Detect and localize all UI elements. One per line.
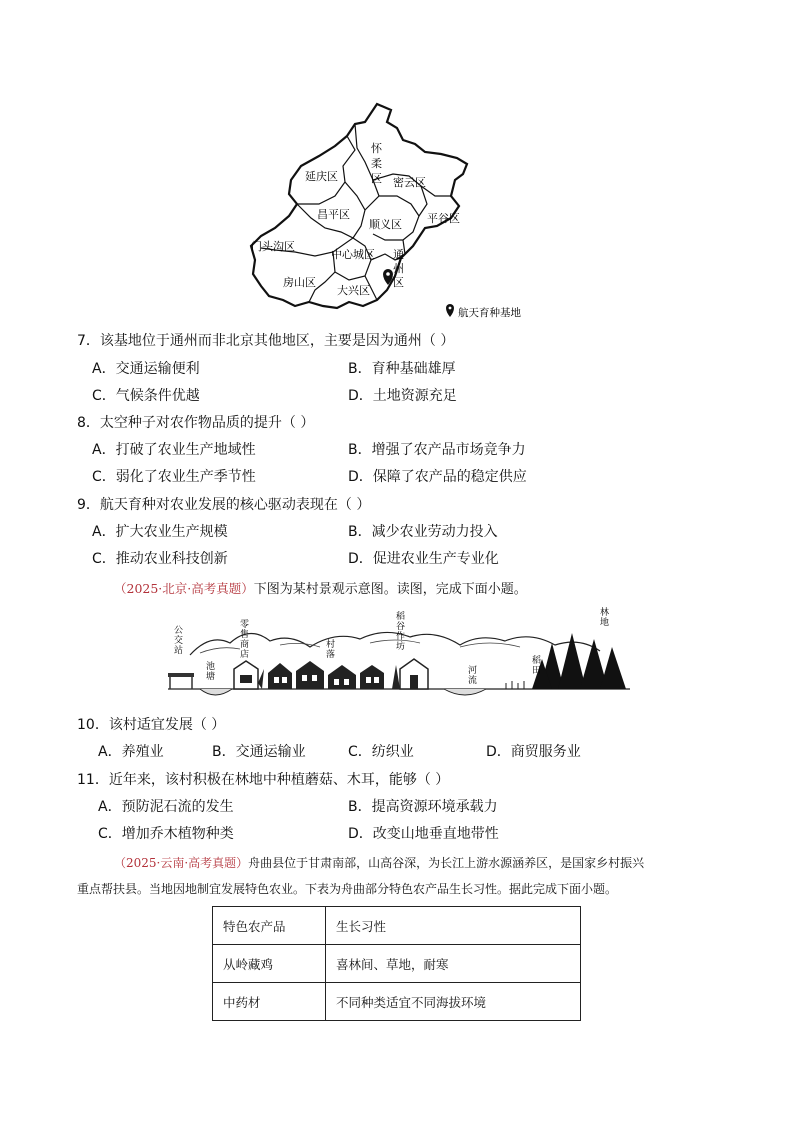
question-number: 8． [77, 415, 100, 431]
table-header-row [213, 907, 581, 945]
option-8d[interactable]: D．保障了农产品的稳定供应 [348, 469, 527, 485]
question-text: 该基地位于通州而非北京其他地区，主要是因为通州（ ） [99, 333, 455, 349]
district-tongzhou: 通州区 [393, 248, 404, 289]
passage-intro-beijing [114, 578, 527, 597]
question-text: 太空种子对农作物品质的提升（ ） [99, 415, 315, 431]
option-11d[interactable]: D．改变山地垂直地带性 [348, 826, 499, 842]
question-9 [77, 496, 370, 514]
intro-text: 下图为某村景观示意图。读图，完成下面小题。 [253, 582, 527, 597]
option-11b[interactable]: B．提高资源环境承载力 [348, 799, 498, 815]
option-9c[interactable]: C．推动农业科技创新 [92, 551, 228, 567]
map-legend-label: 航天育种基地 [458, 307, 521, 319]
question-text: 近年来，该村积极在林地中种植蘑菇、木耳，能够（ ） [108, 772, 450, 788]
intro-text-line1: 舟曲县位于甘肃南部，山高谷深，为长江上游水源涵养区，是国家乡村振兴 [248, 856, 645, 870]
question-number: 9． [77, 497, 100, 513]
question-7 [77, 332, 454, 350]
table-cell: 中药材 [213, 983, 326, 1021]
passage-intro-yunnan [114, 854, 644, 871]
option-9a[interactable]: A．扩大农业生产规模 [92, 524, 228, 540]
label-village: 村落 [326, 640, 336, 660]
question-10 [77, 716, 225, 734]
label-river: 河流 [468, 666, 478, 686]
district-daxing: 大兴区 [337, 284, 370, 297]
district-central: 中心城区 [331, 248, 375, 261]
question-number: 11． [77, 772, 109, 788]
table-header-cell: 特色农产品 [213, 907, 326, 945]
option-11a[interactable]: A．预防泥石流的发生 [98, 799, 234, 815]
option-8a[interactable]: A．打破了农业生产地域性 [92, 442, 256, 458]
option-10c[interactable]: C．纺织业 [348, 744, 414, 760]
option-11c[interactable]: C．增加乔木植物种类 [98, 826, 234, 842]
question-8 [77, 414, 314, 432]
label-bus-stop: 公交站 [174, 626, 184, 656]
village-landscape-diagram [160, 603, 640, 703]
label-rice-workshop: 稻谷作坊 [396, 612, 406, 652]
table-cell: 从岭藏鸡 [213, 945, 326, 983]
question-number: 7． [77, 333, 100, 349]
option-9b[interactable]: B．减少农业劳动力投入 [348, 524, 498, 540]
beijing-district-map [245, 100, 535, 325]
option-10d[interactable]: D．商贸服务业 [486, 744, 581, 760]
option-9d[interactable]: D．促进农业生产专业化 [348, 551, 499, 567]
crop-habit-table [212, 906, 581, 1021]
option-7c[interactable]: C．气候条件优越 [92, 388, 200, 404]
district-shunyi: 顺义区 [369, 218, 402, 231]
option-10b[interactable]: B．交通运输业 [212, 744, 306, 760]
label-pond: 池塘 [206, 662, 216, 682]
source-tag: （2025·北京·高考真题） [114, 581, 254, 596]
source-tag: （2025·云南·高考真题） [114, 856, 249, 870]
option-8b[interactable]: B．增强了农产品市场竞争力 [348, 442, 526, 458]
option-10a[interactable]: A．养殖业 [98, 744, 164, 760]
district-fangshan: 房山区 [283, 276, 316, 289]
option-8c[interactable]: C．弱化了农业生产季节性 [92, 469, 256, 485]
table-row [213, 945, 581, 983]
district-pinggu: 平谷区 [427, 212, 460, 225]
question-11 [77, 771, 449, 789]
table-header-cell: 生长习性 [326, 907, 581, 945]
district-mentougou: 门头沟区 [251, 240, 295, 253]
option-7b[interactable]: B．育种基础雄厚 [348, 361, 456, 377]
intro-text-line2: 重点帮扶县。当地因地制宜发展特色农业。下表为舟曲部分特色农产品生长习性。据此完成下面小题。 [77, 882, 618, 896]
table-cell: 不同种类适宜不同海拔环境 [326, 983, 581, 1021]
label-forest: 林地 [600, 608, 610, 628]
question-text: 航天育种对农业发展的核心驱动表现在（ ） [99, 497, 371, 513]
legend-pin-icon [446, 304, 454, 317]
option-7a[interactable]: A．交通运输便利 [92, 361, 200, 377]
district-miyun: 密云区 [393, 176, 426, 189]
table-row [213, 983, 581, 1021]
label-paddy: 稻田 [532, 656, 542, 676]
question-text: 该村适宜发展（ ） [108, 717, 226, 733]
district-changping: 昌平区 [317, 208, 350, 221]
question-number: 10． [77, 717, 109, 733]
district-huairou: 怀柔区 [371, 142, 382, 185]
option-7d[interactable]: D．土地资源充足 [348, 388, 457, 404]
table-cell: 喜林间、草地，耐寒 [326, 945, 581, 983]
district-yanqing: 延庆区 [305, 170, 338, 183]
label-retail-shop: 零售商店 [240, 620, 250, 660]
